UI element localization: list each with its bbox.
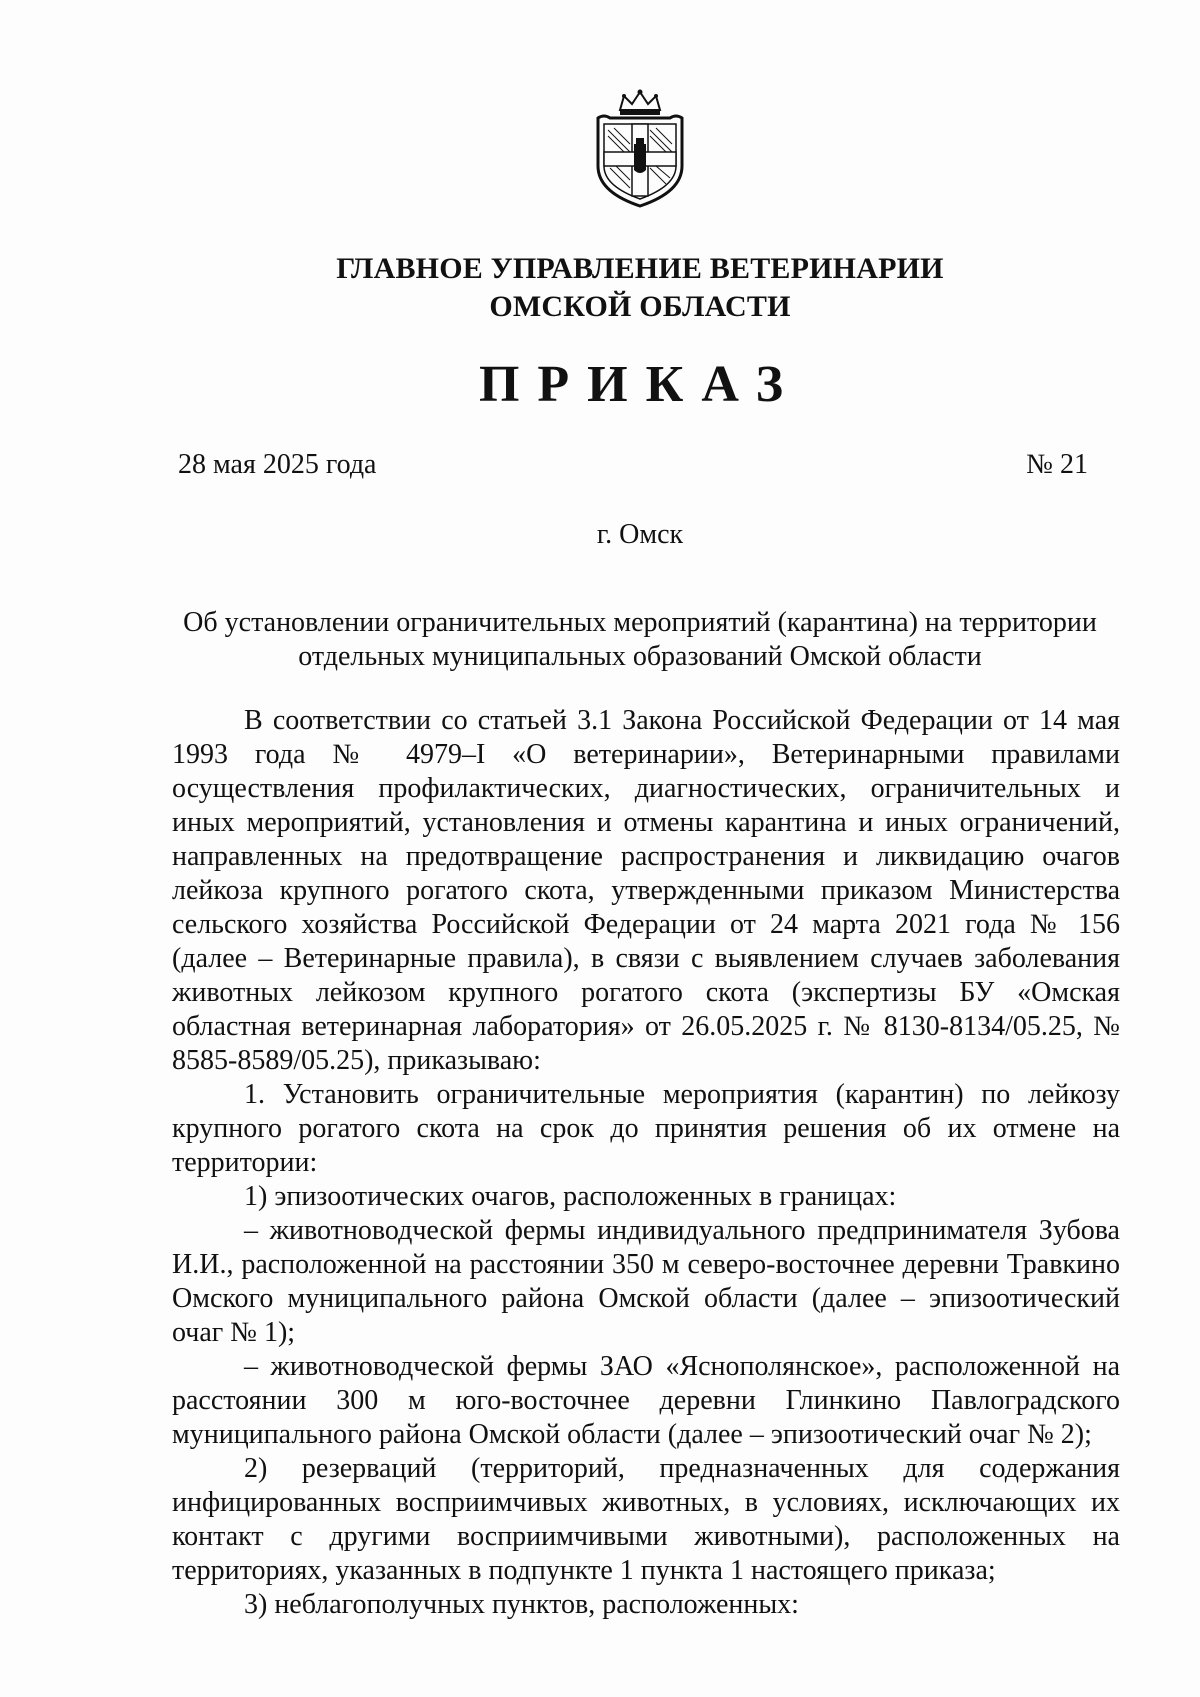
body-paragraph: – животноводческой фермы индивидуального предпринимателя Зубова И.И., расположенной на расстоянии 350 м северо-восточнее деревни Травкино Омского муниципального района Омской области (далее – эпизоотический очаг № 1);	[172, 1215, 1120, 1348]
document-number: № 21	[1026, 449, 1088, 480]
organization-name	[0, 250, 1200, 326]
body-paragraph: 1) эпизоотических очагов, расположенных в границах:	[244, 1181, 897, 1212]
body-paragraph: 1. Установить ограничительные мероприятия (карантин) по лейкозу крупного рогатого скота на срок до принятия решения об их отмене на территории:	[172, 1079, 1120, 1178]
document-date: 28 мая 2025 года	[178, 449, 377, 480]
body-paragraph: 2) резерваций (территорий, предназначенных для содержания инфицированных восприимчивых животных, в условиях, исключающих их контакт с другими восприимчивыми животными), расположенных на территориях, указанных в подпункте 1 пункта 1 настоящего приказа;	[172, 1453, 1120, 1586]
coat-of-arms-emblem	[590, 88, 690, 208]
document-title-line2: отдельных муниципальных образований Омской области	[298, 641, 982, 672]
document-title-line1: Об установлении ограничительных мероприятий (карантина) на территории	[183, 607, 1097, 638]
document-city: г. Омск	[596, 519, 684, 550]
document-type: ПРИКАЗ	[478, 356, 802, 413]
body-paragraph: – животноводческой фермы ЗАО «Яснополянское», расположенной на расстоянии 300 м юго-восточнее деревни Глинкино Павлоградского муниципального района Омской области (далее – эпизоотический очаг № 2);	[172, 1351, 1120, 1450]
organization-name-line2: ОМСКОЙ ОБЛАСТИ	[489, 290, 791, 323]
body-paragraph: В соответствии со статьей 3.1 Закона Российской Федерации от 14 мая 1993 года № 4979–I «О ветеринарии», Ветеринарными правилами осуществления профилактических, диагностических, ограничительных и иных мероприятий, установления и отмены карантина и иных ограничений, направленных на предотвращение распространения и ликвидацию очагов лейкоза крупного рогатого скота, утвержденными приказом Министерства сельского хозяйства Российской Федерации от 24 марта 2021 года № 156 (далее – Ветеринарные правила), в связи с выявлением случаев заболевания животных лейкозом крупного рогатого скота (экспертизы БУ «Омская областная ветеринарная лаборатория» от 26.05.2025 г. № 8130-8134/05.25, № 8585-8589/05.25), приказываю:	[172, 705, 1120, 1076]
document-body	[172, 704, 1120, 1622]
document-title	[160, 606, 1120, 674]
body-paragraph: 3) неблагополучных пунктов, расположенных:	[244, 1589, 799, 1620]
organization-name-line1: ГЛАВНОЕ УПРАВЛЕНИЕ ВЕТЕРИНАРИИ	[336, 252, 944, 285]
